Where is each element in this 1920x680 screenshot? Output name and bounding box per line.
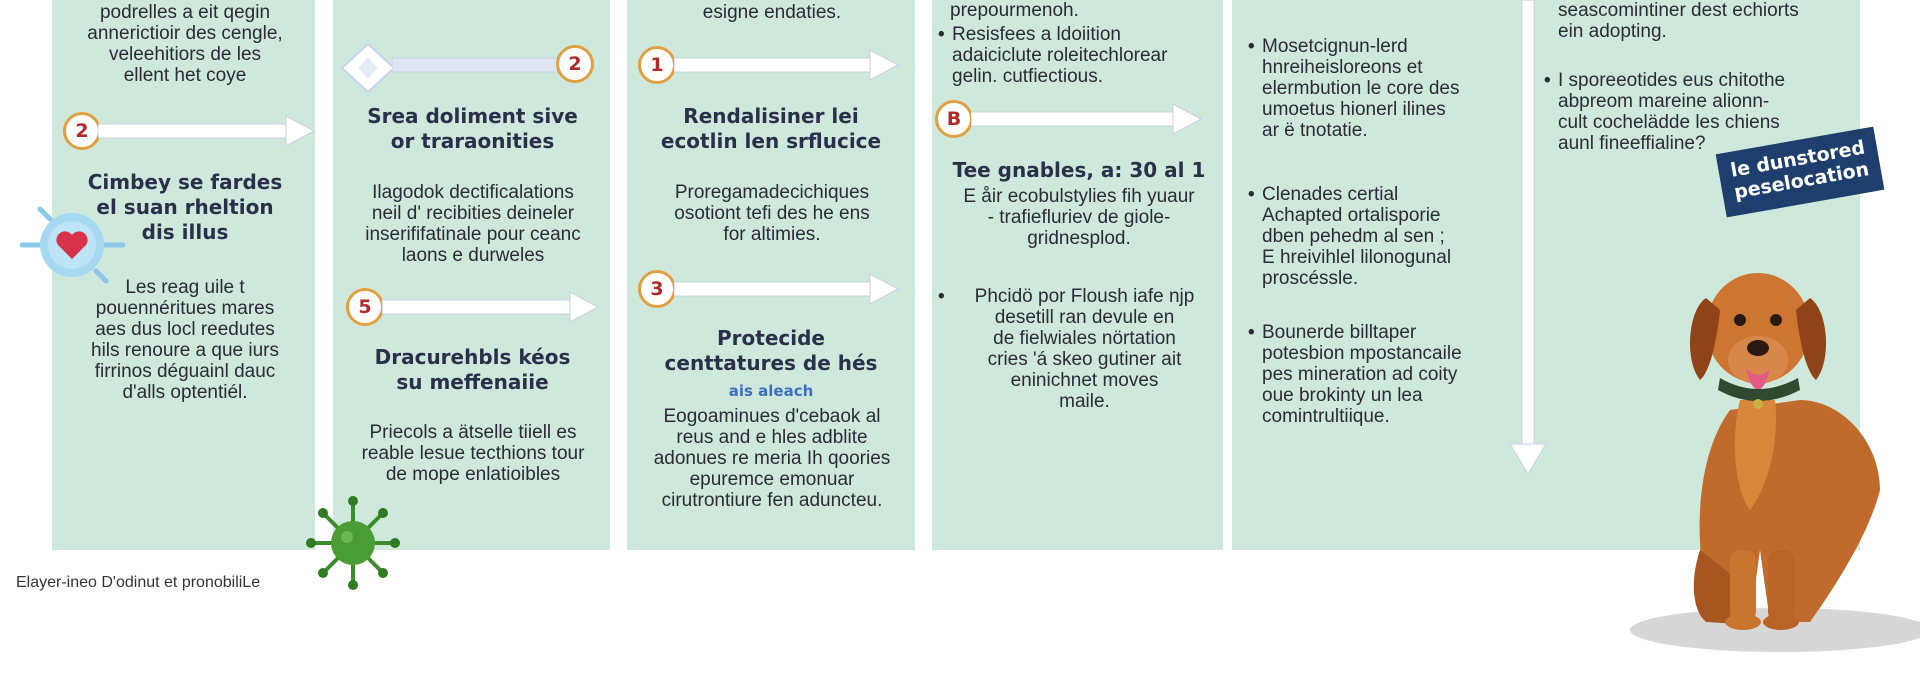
flow-arrow-icon — [382, 290, 600, 324]
col3-body-b: Eogoaminues d'cebaok al reus and e hles adblite adonues re meria Ih qoories epuremce emonuar cirutrontiure fen aduncteu. — [653, 406, 891, 511]
col2-body-b: Priecols a ätselle tiiell es reable lesue tecthions tour de mope enlatioibles — [361, 422, 585, 485]
col1-step-badge: 2 — [63, 112, 101, 150]
col1-top-text: podrelles a eit qegin annerictioir des cengle, veleehitiors de les ellent het coye — [87, 2, 283, 86]
virus-icon — [305, 495, 401, 591]
col3-heading-b: Protecide centtatures de hés — [664, 326, 878, 375]
down-arrow-icon — [1508, 0, 1548, 480]
col3-heading-a: Rendalisiner lei ecotlin len srflucice — [660, 104, 882, 153]
col2-heading-b: Dracurehbls kéos su meffenaiie — [374, 345, 571, 394]
flow-arrow-icon — [674, 48, 900, 82]
col6-bullet-1: • I sporeeotides eus chitothe abpreom mareine alionn- cult cochelädde les chiens aunl fineeffialine? — [1558, 70, 1848, 154]
footer-caption: Elayer-ineo D'odinut et pronobiliLe — [16, 574, 261, 591]
dog-illustration — [1580, 250, 1920, 668]
col5-bullet-3: • Bounerde billtaper potesbion mpostancaile pes mineration ad coity oue brokinty un lea comintrultiique. — [1262, 322, 1522, 427]
col4-bullet-2: • Phcidö por Floush iafe njp desetill ran devule en de fielwiales nörtation cries 'á skeo gutiner ait eninichnet moves maile. — [952, 286, 1217, 412]
col1-body: Les reag uile t pouennéritues mares aes dus locl reedutes hils renoure a que iurs firrinos déguainl dauc d'alls optentiél. — [91, 277, 279, 403]
heart-shield-icon — [20, 205, 125, 285]
col2-body-a: Ilagodok dectificalations neil d' recibities deineler inserififatinale pour ceanc laons e durweles — [365, 182, 581, 266]
col3-step-badge-a: 1 — [638, 46, 676, 84]
col1-heading: Cimbey se fardes el suan rheltion dis illus — [87, 170, 283, 244]
col3-subheading-b: ais aleach — [728, 382, 814, 400]
col5-bullet-2: • Clenades certial Achapted ortalisporie dben pehedm al sen ; E hreivihlel lilonogunal proscéssle. — [1262, 184, 1522, 289]
col4-step-badge: B — [935, 100, 973, 138]
col4-body: E åir ecobulstylies fih yuaur - trafiefluriev de giole- gridnesplod. — [963, 186, 1195, 249]
diamond-icon — [340, 42, 396, 94]
col6-top-text: seascomintiner dest echiorts ein adopting. — [1558, 0, 1799, 42]
flow-arrow-icon — [392, 48, 560, 82]
flow-arrow-icon — [674, 272, 900, 306]
col4-heading: Tee gnables, a: 30 al 1 — [952, 158, 1206, 182]
col5-bullet-1: • Mosetcignun-lerd hnreiheisloreons et elermbution le core des umoetus hionerl ilines ar ë tnotatie. — [1262, 36, 1522, 141]
flow-arrow-icon — [98, 114, 316, 148]
col4-top-text: prepourmenoh. — [950, 0, 1079, 21]
col2-step-badge-a: 2 — [556, 45, 594, 83]
col3-top-text: esigne endaties. — [702, 2, 842, 23]
callout-tag: le dunstored peselocation — [1716, 127, 1885, 218]
col4-bullet-1: • Resisfees a ldoiition adaiciclute roleitechlorear gelin. cutfiectious. — [952, 24, 1217, 87]
col3-step-badge-b: 3 — [638, 270, 676, 308]
col2-heading-a: Srea doliment sive or traraonities — [367, 104, 578, 153]
flow-arrow-icon — [971, 102, 1203, 136]
col3-body-a: Proregamadecichiques osotiont tefi des he ens for altimies. — [674, 182, 870, 245]
col2-step-badge-b: 5 — [346, 288, 384, 326]
